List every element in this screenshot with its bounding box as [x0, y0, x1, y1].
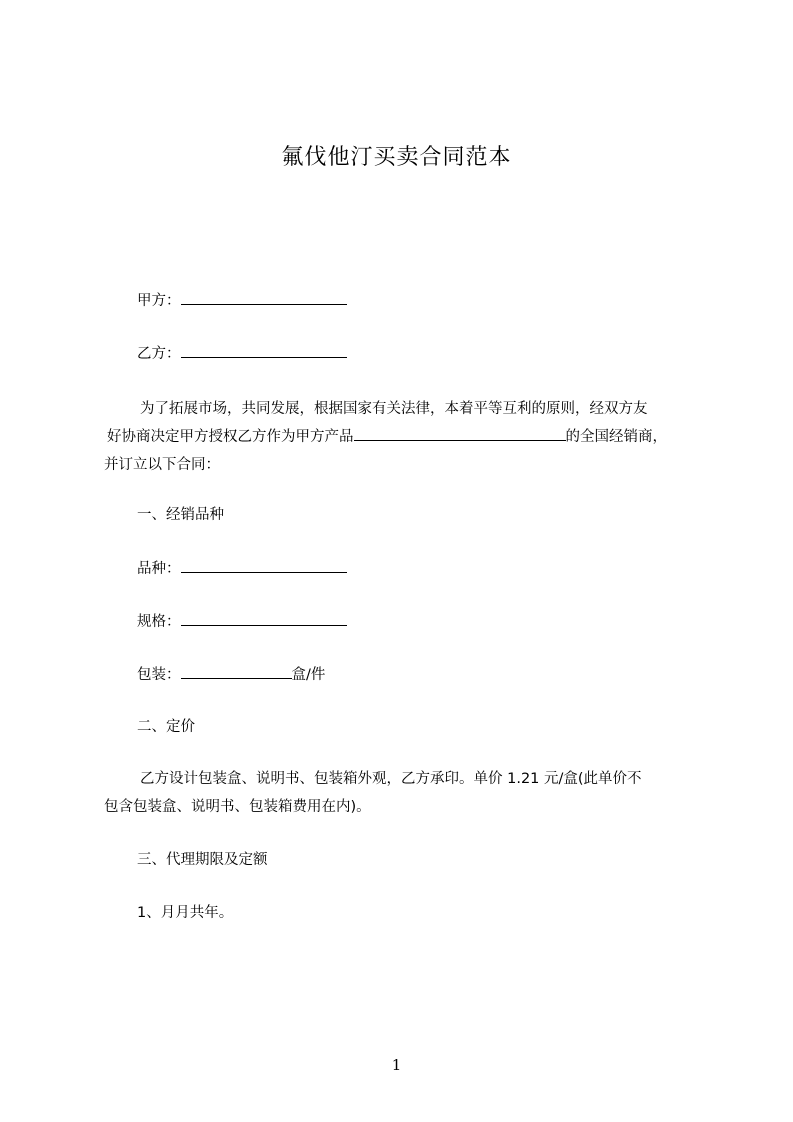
variety-line: [137, 558, 347, 579]
packing-unit: 盒/件: [291, 667, 326, 683]
packing-label: 包装：: [137, 667, 181, 683]
intro-line-2-pre: 好协商决定甲方授权乙方作为甲方产品: [107, 429, 354, 445]
party-a-line: [137, 290, 347, 311]
pricing-paragraph: [104, 765, 704, 821]
intro-line-1: 为了拓展市场，共同发展，根据国家有关法律，本着平等互利的原则，经双方友: [140, 401, 648, 417]
intro-line-2: [104, 423, 704, 451]
document-title: 氟伐他汀买卖合同范本: [281, 145, 512, 170]
party-b-blank: [181, 343, 347, 358]
product-blank: [354, 426, 566, 441]
spec-line: [137, 611, 347, 632]
packing-blank: [181, 664, 292, 679]
pricing-line-1: 乙方设计包装盒、说明书、包装箱外观，乙方承印。单价 1.21 元/盒(此单价不: [140, 771, 642, 787]
spec-label: 规格：: [137, 614, 181, 630]
spec-blank: [181, 611, 347, 626]
party-b-line: [137, 343, 347, 364]
intro-paragraph: [104, 395, 704, 479]
intro-line-3: 并订立以下合同：: [104, 457, 220, 473]
packing-line: [137, 664, 325, 685]
variety-blank: [181, 558, 347, 573]
party-b-label: 乙方：: [137, 346, 181, 362]
section-1-heading: 一、经销品种: [137, 507, 224, 523]
intro-line-2-post: 的全国经销商，: [565, 429, 667, 445]
term-item-1: 1、月月共年。: [137, 905, 234, 921]
section-3-heading: 三、代理期限及定额: [137, 852, 268, 868]
variety-label: 品种：: [137, 561, 181, 577]
section-2-heading: 二、定价: [137, 719, 195, 735]
party-a-blank: [181, 290, 347, 305]
party-a-label: 甲方：: [137, 293, 181, 309]
page-number: 1: [391, 1056, 402, 1074]
pricing-line-2: 包含包装盒、说明书、包装箱费用在内)。: [104, 799, 371, 815]
